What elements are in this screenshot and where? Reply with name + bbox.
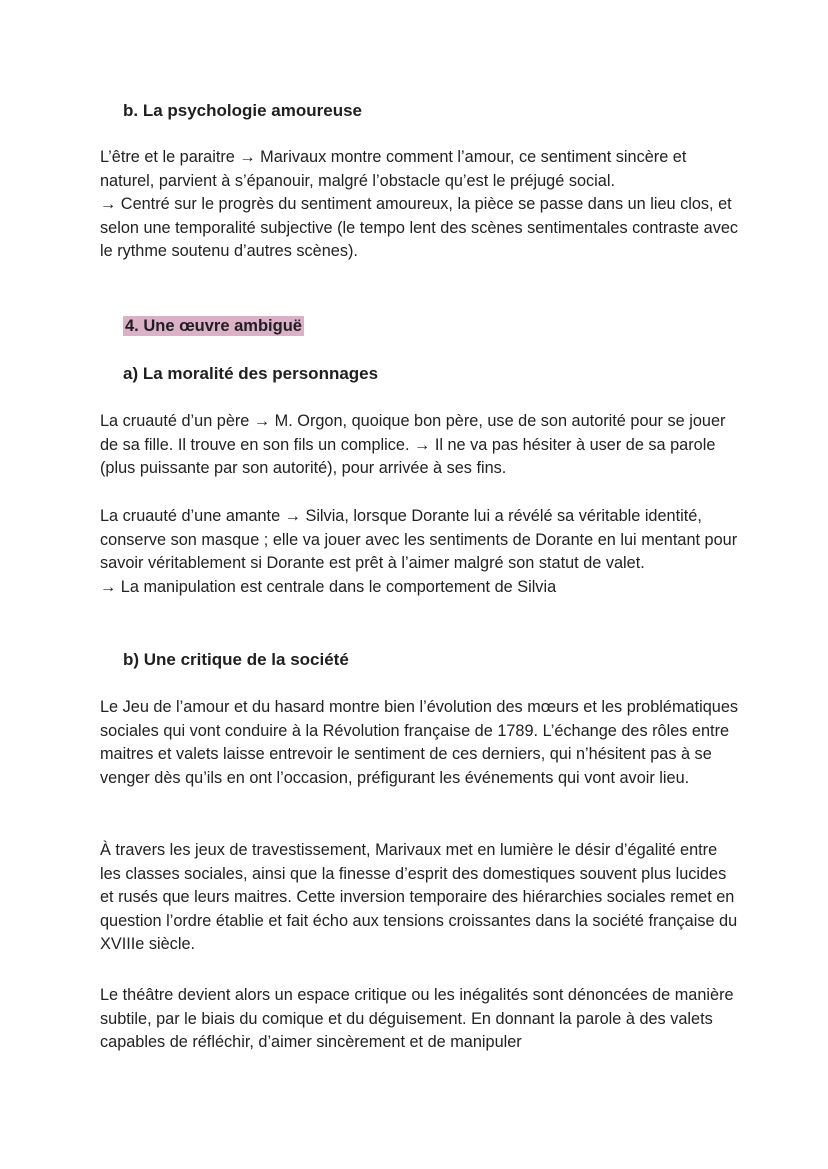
- heading-critique-societe: b) Une critique de la société: [123, 650, 349, 669]
- paragraph-line-group: La cruauté d’une amante → Silvia, lorsque Dorante lui a révélé sa véritable identité, conserve son masque ; elle va jouer avec les sentiments de Dorante en lui mentant pour savoir véritablement si Dorante est prêt à l’aimer malgré son statut de valet.: [100, 507, 738, 573]
- paragraph-line-group: → Centré sur le progrès du sentiment amoureux, la pièce se passe dans un lieu clos, et selon une temporalité subjective (le tempo lent des scènes sentimentales contraste avec le rythme soutenu d’autres scènes).: [100, 195, 739, 261]
- paragraph-etre-et-paraitre: [100, 146, 740, 264]
- paragraph-travestissement: [100, 839, 740, 957]
- paragraph-theatre-critique: [100, 984, 740, 1055]
- paragraph-text: La cruauté d’un père → M. Orgon, quoique bon père, use de son autorité pour se jouer de sa fille. Il trouve en son fils un complice. → Il ne va pas hésiter à user de sa parole (plus puissante par son autorité), pour arrivée à ses fins.: [100, 412, 726, 478]
- paragraph-line-group: → La manipulation est centrale dans le comportement de Silvia: [100, 577, 557, 596]
- highlighted-heading-text: 4. Une œuvre ambiguë: [125, 317, 302, 335]
- paragraph-line-group: L’être et le paraitre → Marivaux montre comment l’amour, ce sentiment sincère et naturel, parvient à s’épanouir, malgré l’obstacle qu’est le préjugé social.: [100, 148, 687, 190]
- heading-psychologie-amoureuse: b. La psychologie amoureuse: [123, 101, 363, 120]
- heading-oeuvre-ambigue: [123, 314, 763, 338]
- paragraph-text: Le Jeu de l’amour et du hasard montre bien l’évolution des mœurs et les problématiques sociales qui vont conduire à la Révolution française de 1789. L’échange des rôles entre maitres et valets laisse entrevoir le sentiment de ces derniers, qui n’hésitent pas à se venger dès qu’ils en ont l’occasion, préfigurant les événements qui vont avoir lieu.: [100, 698, 739, 787]
- paragraph-cruaute-pere: [100, 410, 740, 481]
- heading-moralite-personnages: a) La moralité des personnages: [123, 364, 379, 383]
- paragraph-jeu-amour-hasard: [100, 696, 740, 790]
- paragraph-text: À travers les jeux de travestissement, Marivaux met en lumière le désir d’égalité entre les classes sociales, ainsi que la finesse d’esprit des domestiques souvent plus lucides et rusés que leurs maitres. Cette inversion temporaire des hiérarchies sociales remet en question l’ordre établie et fait écho aux tensions croissantes dans la société française du XVIIIe siècle.: [100, 841, 738, 954]
- paragraph-text: Le théâtre devient alors un espace critique ou les inégalités sont dénoncées de manière subtile, par le biais du comique et du déguisement. En donnant la parole à des valets capables de réfléchir, d’aimer sincèrement et de manipuler: [100, 986, 734, 1052]
- paragraph-cruaute-amante: [100, 505, 740, 599]
